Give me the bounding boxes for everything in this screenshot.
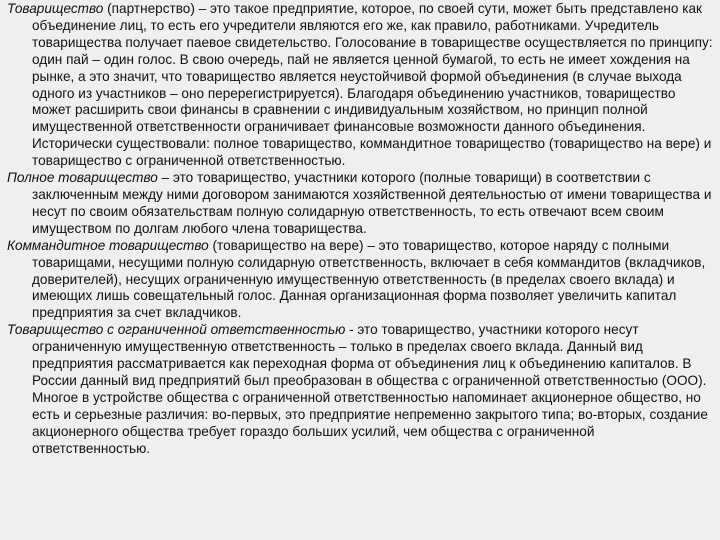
term-limited-partnership: Коммандитное товарищество	[7, 237, 209, 253]
definition-partnership: (партнерство) – это такое предприятие, которое, по своей сути, может быть представлено как объединение лиц, то есть его учредители являются его же, как правило, работниками. Учредитель товарищества получает паевое свидетельство. Голосование в товариществе осуществляется по принципу: один пай – один голос. В свою очередь, пай не является ценной бумагой, то есть не имеет хождения на рынке, а это значит, что товарищество является неустойчивой формой объединения (в случае выхода одного из участников – оно перерегистрируется). Благодаря объединению участников, товарищество может расширить свои финансы в сравнении с индивидуальным хозяйством, но принцип полной имущественной ответственности ограничивает финансовые возможности данного объединения. Исторически существовали: полное товарищество, коммандитное товарищество (товарищество на вере) и товарищество с ограниченной ответственностью.	[32, 1, 713, 169]
definition-llc-partnership: - это товарищество, участники которого несут ограниченную имущественную ответственность – только в пределах своего вклада. Данный вид предприятия рассматривается как переходная форма от объединения лиц к объединению капиталов. В России данный вид предприятий был преобразован в общества с ограниченной ответственностью (ООО). Многое в устройстве общества с ограниченной ответственностью напоминает акционерное общество, но есть и серьезные различия: во-первых, это предприятие непременно закрытого типа; во-вторых, создание акционерного общества требует гораздо больших усилий, чем общества с ограниченной ответственностью.	[32, 322, 708, 456]
term-full-partnership: Полное товарищество	[7, 170, 158, 186]
text-body	[7, 1, 715, 457]
term-partnership: Товарищество	[7, 1, 104, 16]
definition-full-partnership: – это товарищество, участники которого (полные товарищи) в соответствии с заключенным между ними договором занимаются хозяйственной деятельностью от имени товарищества и несут по своим обязательствам полную солидарную ответственность, то есть отвечают всем своим имуществом по долгам любого члена товарищества.	[32, 170, 712, 236]
paragraph-partnership	[7, 1, 715, 170]
paragraph-limited-partnership	[7, 238, 715, 323]
paragraph-llc-partnership	[7, 322, 715, 457]
definition-limited-partnership: (товарищество на вере) – это товарищество, которое наряду с полными товарищами, несущими полную солидарную ответственность, включает в себя коммандитов (вкладчиков, доверителей), несущих ограниченную имущественную ответственность (в пределах своего вклада) и имеющих лишь совещательный голос. Данная организационная форма позволяет увеличить капитал предприятия за счет вкладчиков.	[32, 237, 706, 321]
term-llc-partnership: Товарищество с ограниченной ответственностью	[7, 322, 346, 338]
paragraph-full-partnership	[7, 170, 715, 238]
